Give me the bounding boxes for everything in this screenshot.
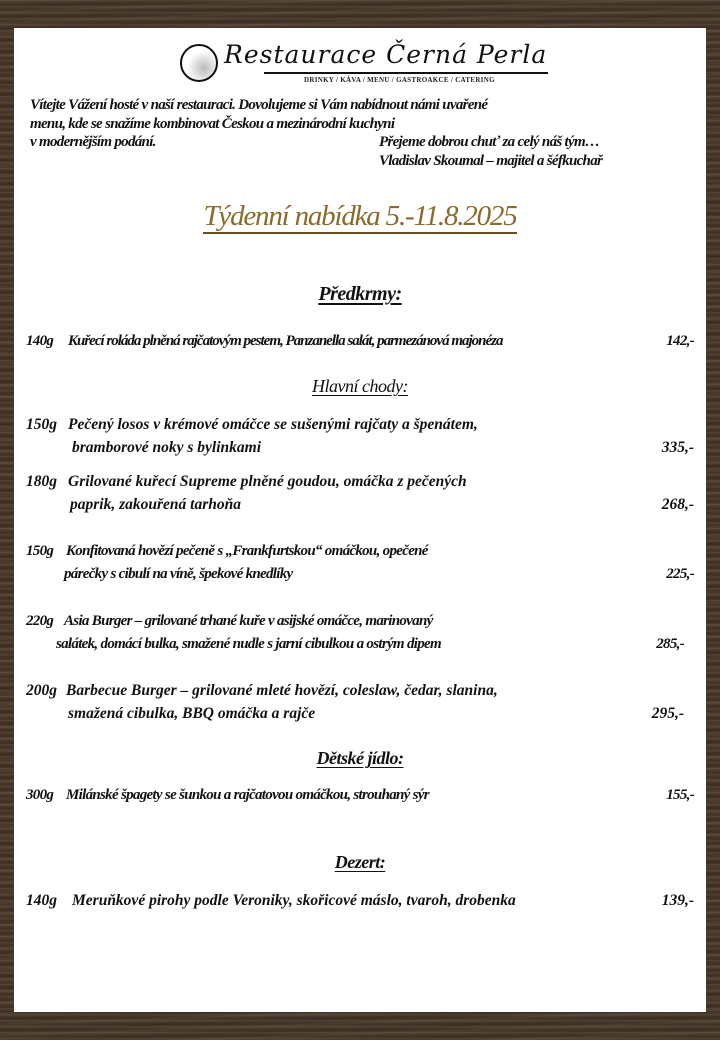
item-weight: 180g [26,473,57,490]
logo-underline [264,72,548,74]
item-weight: 140g [26,892,57,909]
item-description: Milánské špagety se šunkou a rajčatovou omáčkou, strouhaný sýr [66,787,429,803]
signature-line: Vladislav Skoumal – majitel a šéfkuchař [379,152,603,169]
item-price: 285,- [656,636,684,652]
item-description: Barbecue Burger – grilované mleté hovězí, coleslaw, čedar, slanina, [66,682,498,699]
item-description: Asia Burger – grilované trhané kuře v asijské omáčce, marinovaný [64,613,433,629]
item-weight: 300g [26,787,54,803]
restaurant-name: Restaurace Černá Perla [224,40,548,69]
item-weight: 220g [26,613,54,629]
item-weight: 150g [26,416,57,433]
item-price: 139,- [661,892,694,909]
item-price: 142,- [666,333,694,349]
welcome-text [30,96,690,169]
item-description-cont: párečky s cibulí na víně, špekové knedlíky [64,566,293,582]
item-description: Konfitovaná hovězí pečeně s „Frankfurtskou“ omáčkou, opečené [66,543,428,559]
section-title-kids: Dětské jídlo: [316,748,404,768]
restaurant-tagline: DRINKY / KÁVA / MENU / GASTROAKCE / CATERING [304,76,495,84]
item-price: 295,- [651,705,684,722]
item-description: Pečený losos v krémové omáčce se sušenými rajčaty a špenátem, [68,416,478,433]
menu-card [14,28,706,1012]
weekly-offer-title: Týdenní nabídka 5.-11.8.2025 [203,200,517,232]
intro-line: menu, kde se snažíme kombinovat Českou a mezinárodní kuchyni [30,115,395,132]
item-description: Kuřecí roláda plněná rajčatovým pestem, Panzanella salát, parmezánová majonéza [68,333,503,349]
item-description: Grilované kuřecí Supreme plněné goudou, omáčka z pečených [68,473,467,490]
item-weight: 200g [26,682,57,699]
intro-line: Vítejte Vážení hosté v naší restauraci. Dovolujeme si Vám nabídnout námi uvařené [30,97,488,113]
section-title-starters: Předkrmy: [318,283,402,305]
item-price: 225,- [666,566,694,582]
restaurant-logo [180,40,560,88]
item-description: Meruňkové pirohy podle Veroniky, skořicové máslo, tvaroh, drobenka [72,892,516,909]
section-title-mains: Hlavní chody: [312,376,408,396]
item-description-cont: smažená cibulka, BBQ omáčka a rajče [68,705,316,722]
item-weight: 140g [26,333,54,349]
item-price: 155,- [666,787,694,803]
pearl-icon [180,44,218,82]
signature-line: Přejeme dobrou chuť za celý náš tým… [379,134,600,150]
section-title-dessert: Dezert: [334,852,386,872]
item-weight: 150g [26,543,54,559]
item-price: 268,- [661,496,694,513]
intro-line: v modernějším podání. [30,134,156,150]
item-price: 335,- [661,439,694,456]
item-description-cont: salátek, domácí bulka, smažené nudle s jarní cibulkou a ostrým dipem [56,636,441,652]
item-description-cont: paprik, zakouřená tarhoňa [70,496,241,513]
item-description-cont: bramborové noky s bylinkami [72,439,262,456]
